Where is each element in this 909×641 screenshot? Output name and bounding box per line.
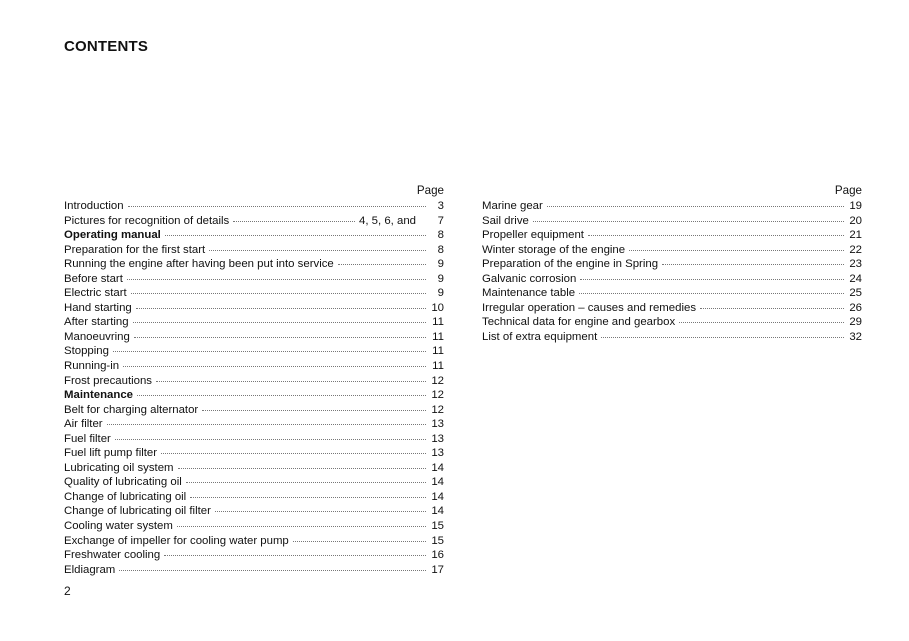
toc-entry [64, 490, 444, 505]
toc-entry-page: 29 [849, 316, 862, 329]
toc-entry-page: 13 [431, 447, 444, 460]
dot-leader [233, 220, 355, 222]
toc-entry-page: 10 [431, 301, 444, 314]
toc-entry [482, 330, 862, 345]
page-column-header: Page [834, 184, 862, 197]
toc-entry [64, 272, 444, 287]
dot-leader [115, 438, 426, 440]
toc-entry-title: Change of lubricating oil filter [64, 505, 211, 518]
toc-entry-page: 20 [849, 214, 862, 227]
toc-entry-title: Marine gear [482, 200, 543, 212]
dot-leader [128, 205, 426, 207]
toc-entry-page: 32 [849, 330, 862, 343]
toc-entry-title: Running the engine after having been put into service [64, 258, 334, 271]
dot-leader [662, 263, 844, 265]
toc-entry [482, 315, 862, 330]
toc-entry-title: Fuel lift pump filter [64, 447, 158, 460]
dot-leader [629, 249, 844, 251]
toc-entry-title: Before start [64, 272, 123, 285]
toc-entry-page: 23 [849, 258, 862, 271]
page-title: CONTENTS [64, 38, 149, 55]
toc-entry-title: Fuel filter [64, 432, 111, 445]
toc-entry [64, 563, 444, 578]
toc-entry-title: Winter storage of the engine [482, 243, 626, 256]
toc-entry-page: 8 [437, 229, 444, 242]
toc-entry [64, 330, 444, 345]
toc-entry [64, 243, 444, 258]
toc-entry [482, 301, 862, 316]
toc-entry [64, 257, 444, 272]
toc-entry-title: Introduction [64, 200, 124, 212]
toc-entry-page: 26 [849, 301, 862, 314]
dot-leader [588, 234, 844, 236]
toc-entry [482, 286, 862, 301]
toc-section-title: Maintenance [64, 389, 133, 402]
toc-entry-page: 15 [431, 534, 444, 547]
toc-entry-title: Irregular operation – causes and remedies [482, 301, 697, 314]
toc-entry [64, 475, 444, 490]
toc-entry-title: Pictures for recognition of details [64, 214, 230, 227]
toc-entry-title: Technical data for engine and gearbox [482, 316, 676, 329]
dot-leader [127, 278, 426, 280]
toc-entry-page: 14 [431, 476, 444, 489]
dot-leader [156, 380, 426, 382]
dot-leader [580, 278, 844, 280]
toc-entry-page: 11 [432, 345, 444, 358]
dot-leader [202, 409, 426, 411]
toc-entry-title: Change of lubricating oil [64, 490, 187, 503]
dot-leader [113, 350, 426, 352]
toc-entry-page: 11 [432, 330, 444, 343]
dot-leader [533, 220, 844, 222]
toc-left-column [64, 182, 444, 577]
toc-entry [64, 461, 444, 476]
toc-entry [64, 446, 444, 461]
toc-entry-title: Cooling water system [64, 520, 173, 533]
toc-entry-title: Preparation of the engine in Spring [482, 258, 659, 271]
dot-leader [123, 365, 426, 367]
toc-entry [64, 286, 444, 301]
page-number: 2 [64, 584, 71, 598]
toc-entry-title: List of extra equipment [482, 330, 598, 343]
dot-leader [131, 292, 426, 294]
toc-entry-title: Eldiagram [64, 563, 116, 576]
toc-entry-title: Propeller equipment [482, 229, 584, 242]
dot-leader [137, 394, 426, 396]
toc-entry [64, 374, 444, 389]
toc-entry [64, 548, 444, 563]
toc-entry [64, 388, 444, 403]
toc-entry [64, 417, 444, 432]
toc-entry [482, 257, 862, 272]
toc-entry-title: Quality of lubricating oil [64, 476, 182, 489]
toc-entry [64, 315, 444, 330]
toc-entry-page: 14 [431, 490, 444, 503]
toc-entry-title: Freshwater cooling [64, 549, 161, 562]
toc-entry-title: Hand starting [64, 301, 132, 314]
toc-entry-page: 3 [437, 200, 444, 212]
toc-entry [64, 504, 444, 519]
toc-entry-page: 16 [431, 549, 444, 562]
dot-leader [165, 234, 426, 236]
toc-entry-page: 13 [431, 418, 444, 431]
toc-entry [482, 272, 862, 287]
toc-entry [482, 214, 862, 229]
toc-entry-pages-prefix: 4, 5, 6, and [359, 214, 416, 227]
toc-entry-page: 7 [437, 214, 444, 227]
dot-leader [107, 423, 426, 425]
toc-section-title: Operating manual [64, 229, 161, 242]
toc-entry-title: Electric start [64, 287, 127, 300]
dot-leader [700, 307, 844, 309]
dot-leader [164, 554, 426, 556]
toc-entry [64, 344, 444, 359]
toc-entry [64, 214, 444, 229]
toc-entry-page: 9 [437, 287, 444, 300]
toc-entry-page: 12 [431, 403, 444, 416]
page-column-header: Page [416, 184, 444, 197]
toc-entry [64, 403, 444, 418]
toc-entry-title: Running-in [64, 360, 120, 373]
toc-entry-title: Air filter [64, 418, 103, 431]
dot-leader [338, 263, 426, 265]
toc-entry-page: 11 [432, 316, 444, 329]
toc-entry [64, 199, 444, 214]
toc-entry-page: 9 [437, 258, 444, 271]
toc-entry [482, 199, 862, 214]
toc-entry-page: 25 [849, 287, 862, 300]
toc-entry-page: 21 [849, 229, 862, 242]
dot-leader [547, 205, 844, 207]
toc-entry-page: 9 [437, 272, 444, 285]
dot-leader [161, 452, 426, 454]
dot-leader [293, 540, 426, 542]
toc-entry-title: Preparation for the first start [64, 243, 206, 256]
toc-entry-page: 12 [431, 374, 444, 387]
dot-leader [134, 336, 426, 338]
toc-entry-title: After starting [64, 316, 129, 329]
toc-entry-title: Exchange of impeller for cooling water pump [64, 534, 289, 547]
toc-entry-page: 24 [849, 272, 862, 285]
toc-entry-page: 14 [431, 505, 444, 518]
toc-entry [64, 228, 444, 243]
toc-list-left [64, 199, 444, 577]
toc-entry-title: Lubricating oil system [64, 461, 174, 474]
toc-entry-title: Stopping [64, 345, 109, 358]
toc-entry [64, 432, 444, 447]
toc-entry-page: 13 [431, 432, 444, 445]
toc-entry [64, 359, 444, 374]
dot-leader [209, 249, 426, 251]
toc-entry-title: Maintenance table [482, 287, 576, 300]
dot-leader [215, 510, 426, 512]
toc-entry-page: 12 [431, 389, 444, 402]
toc-entry-page: 19 [849, 200, 862, 212]
toc-entry-page: 17 [431, 563, 444, 576]
dot-leader [119, 569, 426, 571]
dot-leader [136, 307, 426, 309]
toc-entry-page: 15 [431, 520, 444, 533]
toc-entry-title: Sail drive [482, 214, 529, 227]
dot-leader [601, 336, 844, 338]
toc-entry [64, 301, 444, 316]
toc-entry-title: Manoeuvring [64, 330, 130, 343]
toc-entry-page: 14 [431, 461, 444, 474]
toc-entry-title: Galvanic corrosion [482, 272, 577, 285]
toc-entry [482, 243, 862, 258]
toc-entry [64, 534, 444, 549]
toc-list-right [482, 199, 862, 344]
toc-entry-page: 11 [432, 360, 444, 373]
dot-leader [579, 292, 844, 294]
dot-leader [133, 321, 426, 323]
toc-entry-page: 22 [849, 243, 862, 256]
toc-entry-title: Frost precautions [64, 374, 152, 387]
dot-leader [177, 525, 426, 527]
dot-leader [178, 467, 426, 469]
dot-leader [679, 321, 844, 323]
dot-leader [186, 481, 426, 483]
toc-entry-title: Belt for charging alternator [64, 403, 199, 416]
dot-leader [190, 496, 426, 498]
toc-right-column [482, 182, 862, 344]
toc-entry [64, 519, 444, 534]
toc-entry [482, 228, 862, 243]
toc-entry-page: 8 [437, 243, 444, 256]
